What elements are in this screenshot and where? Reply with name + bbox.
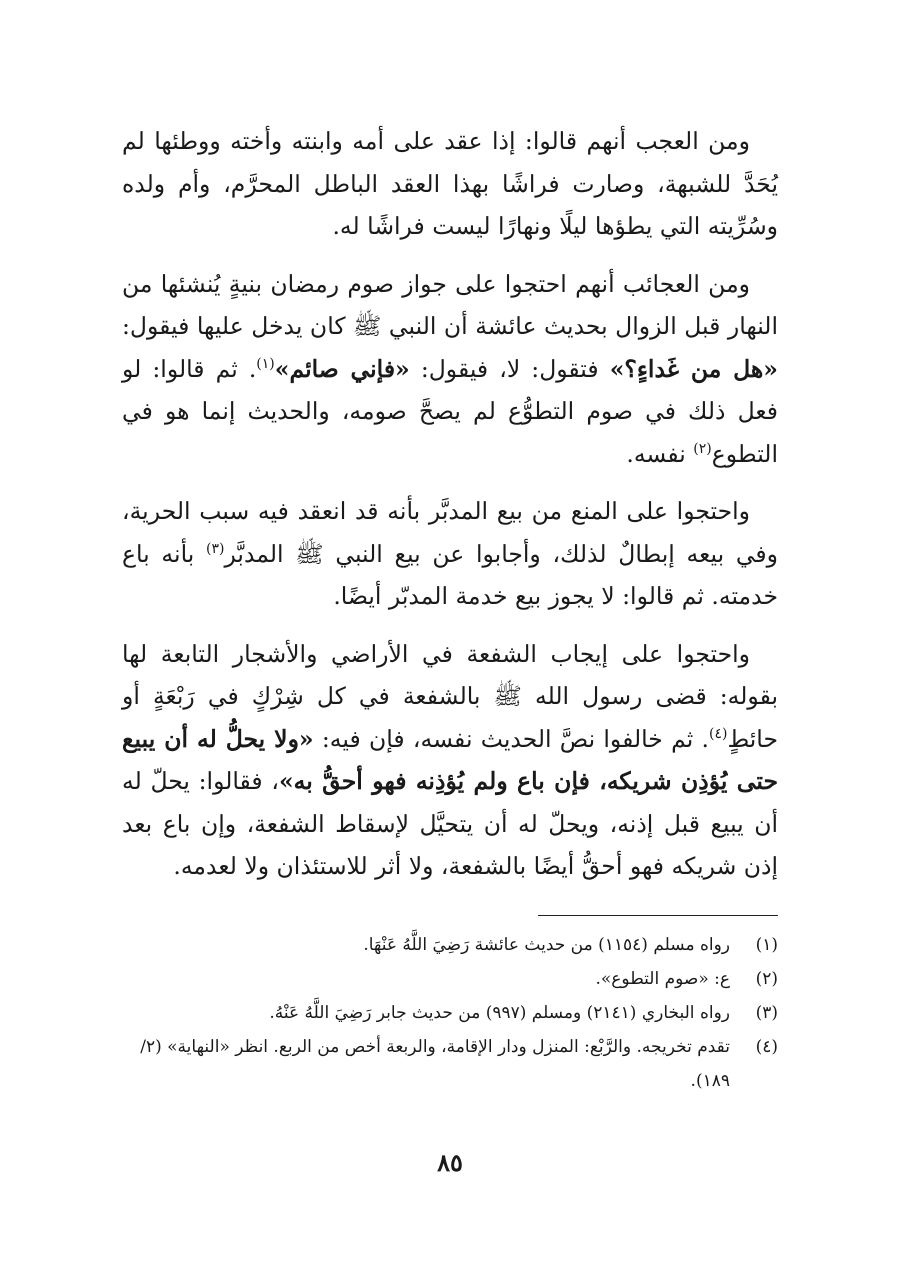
footnotes (122, 928, 778, 1098)
hadith-quote: «فإني صائم» (274, 354, 410, 383)
footnote-number: (٤) (755, 1037, 778, 1057)
footnote-text: ع: «صوم التطوع». (595, 969, 730, 989)
text-run: نفسه. (626, 439, 694, 468)
footnote-reference: (٣) (205, 540, 225, 557)
text-run: واحتجوا على إيجاب الشفعة في الأراضي والأشجار التابعة لها بقوله: قضى رسول الله ﷺ بالشفعة في كل شِرْكٍ في رَبْعَةٍ أو حائطٍ (122, 639, 778, 753)
paragraph (122, 120, 778, 248)
footnote-number: (١) (755, 935, 778, 955)
text-run: بأنه باع خدمته. ثم قالوا: لا يجوز بيع خدمة المدبّر أيضًا. (122, 539, 778, 610)
hadith-quote: «ولا يحلُّ له أن يبيع حتى يُؤذِن شريكه، فإن باع ولم يُؤذِنه فهو أحقُّ به» (122, 724, 778, 795)
text-run: . ثم قالوا: لو فعل ذلك في صوم التطوُّع لم يصحَّ صومه، والحديث إنما هو في التطوع (122, 354, 778, 468)
footnote-text: تقدم تخريجه. والرَّبْع: المنزل ودار الإقامة، والربعة أخص من الربع. انظر «النهاية» (٢/ ١٨٩). (140, 1037, 730, 1091)
footnote-item (122, 996, 778, 1030)
main-text (122, 120, 778, 903)
text-run: . ثم خالفوا نصَّ الحديث نفسه، فإن فيه: (313, 724, 709, 753)
footnote-item (122, 1030, 778, 1098)
paragraph (122, 490, 778, 618)
text-run: واحتجوا على المنع من بيع المدبَّر بأنه قد انعقد فيه سبب الحرية، وفي بيعه إبطالٌ لذلك، وأجابوا عن بيع النبي ﷺ المدبَّر (122, 497, 778, 568)
text-run: فتقول: لا، فيقول: (409, 354, 610, 383)
footnote-reference: (٢) (693, 440, 712, 457)
text-run: ومن العجب أنهم قالوا: إذا عقد على أمه وابنته وأخته ووطئها لم يُحَدَّ للشبهة، وصارت فراشًا بهذا العقد الباطل المحرَّم، وأم ولده وسُرِّيته التي يطؤها ليلًا ونهارًا ليست فراشًا له. (122, 127, 778, 240)
footnote-item (122, 928, 778, 962)
hadith-quote: «هل من غَداءٍ؟» (609, 354, 778, 383)
paragraph (122, 263, 778, 476)
footnote-item (122, 962, 778, 996)
page-number: ٨٥ (437, 1148, 463, 1177)
text-run: ومن العجائب أنهم احتجوا على جواز صوم رمضان بنيةٍ يُنشئها من النهار قبل الزوال بحديث عائشة أن النبي ﷺ كان يدخل عليها فيقول: (122, 269, 778, 340)
footnote-text: رواه البخاري (٢١٤١) ومسلم (٩٩٧) من حديث جابر رَضِيَ اللَّهُ عَنْهُ. (269, 1003, 730, 1023)
footnote-separator (538, 915, 778, 916)
footnote-reference: (٤) (708, 725, 728, 742)
footnote-number: (٢) (755, 969, 778, 989)
text-run: ، فقالوا: يحلّ له أن يبيع قبل إذنه، ويحلّ له أن يتحيَّل لإسقاط الشفعة، وإن باع بعد إذن شريكه فهو أحقُّ أيضًا بالشفعة، ولا أثر للاستئذان ولا لعدمه. (122, 767, 778, 880)
footnote-number: (٣) (755, 1003, 778, 1023)
footnote-text: رواه مسلم (١١٥٤) من حديث عائشة رَضِيَ اللَّهُ عَنْهَا. (363, 935, 730, 955)
footnote-reference: (١) (256, 355, 275, 372)
paragraph (122, 633, 778, 888)
